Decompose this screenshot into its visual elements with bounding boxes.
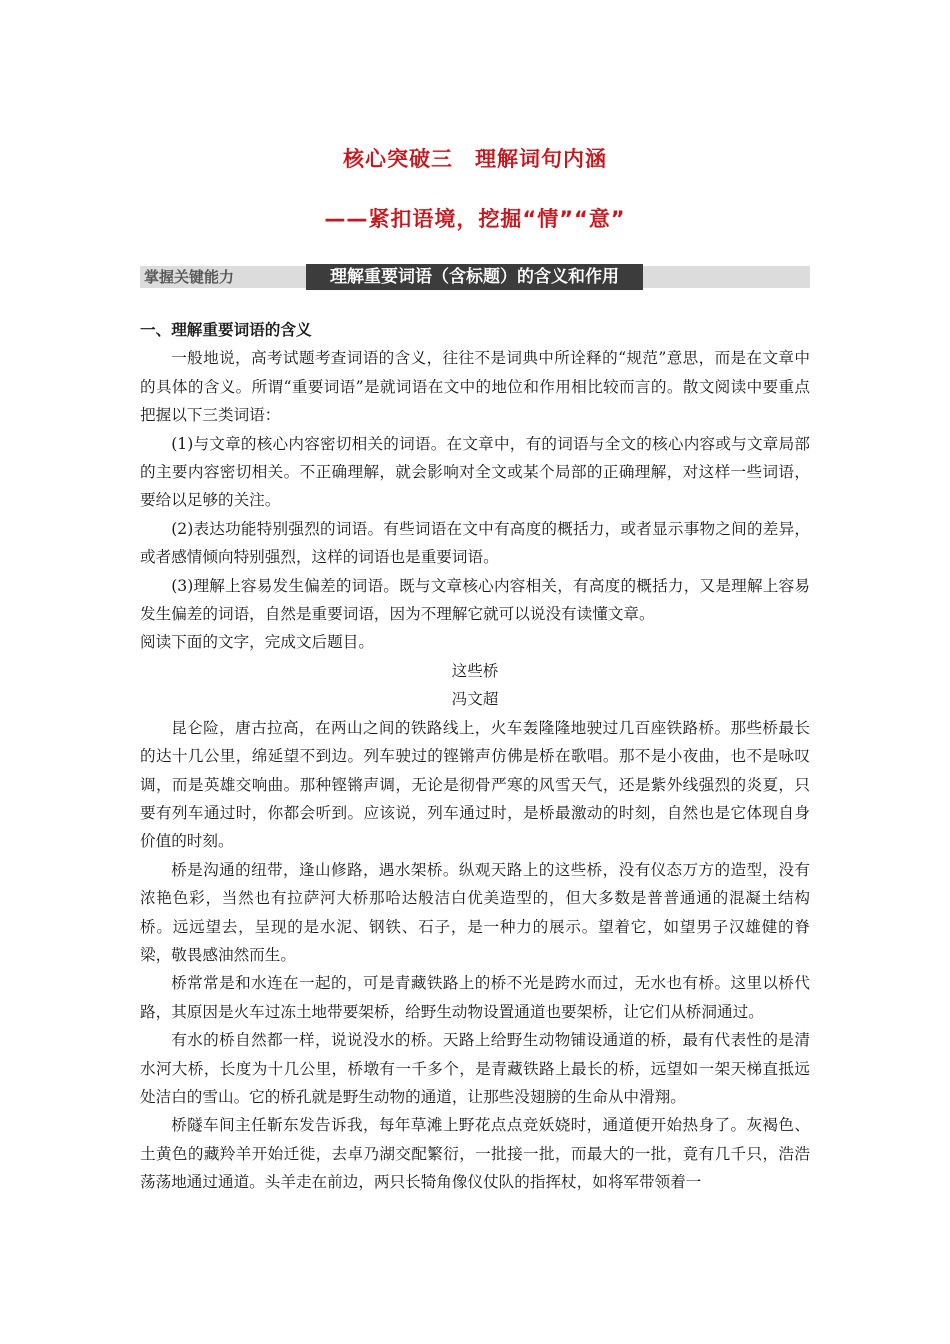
article-paragraph: 桥是沟通的纽带，逢山修路，遇水架桥。纵观天路上的这些桥，没有仪态万方的造型，没有浓艳色彩，当然也有拉萨河大桥那哈达般洁白优美造型的，但大多数是普普通通的混凝土结构桥。远远望去，呈现的是水泥、钢铁、石子，是一种力的展示。望着它，如望男子汉雄健的脊梁，敬畏感油然而生。 bbox=[140, 860, 810, 964]
article-paragraph: 桥隧车间主任靳东发告诉我，每年草滩上野花点点竞妖娆时，通道便开始热身了。灰褐色、土黄色的藏羚羊开始迁徙，去卓乃湖交配繁衍，一批接一批，而最大的一批，竟有几千只，浩浩荡荡地通过通道。头羊走在前边，两只长犄角像仪仗队的指挥杖，如将军带领着一 bbox=[140, 1116, 810, 1192]
article-paragraph: 桥常常是和水连在一起的，可是青藏铁路上的桥不光是跨水而过，无水也有桥。这里以桥代路，其原因是火车过冻土地带要架桥，给野生动物设置通道也要架桥，让它们从桥洞通过。 bbox=[140, 974, 810, 1021]
article-paragraph: 昆仑险，唐古拉高，在两山之间的铁路线上，火车轰隆隆地驶过几百座铁路桥。那些桥最长的达十几公里，绵延望不到边。列车驶过的铿锵声仿佛是桥在歌唱。那不是小夜曲，也不是咏叹调，而是英雄交响曲。那种铿锵声调，无论是彻骨严寒的风雪天气，还是紫外线强烈的炎夏，只要有列车通过时，你都会听到。应该说，列车通过时，是桥最激动的时刻，自然也是它体现自身价值的时刻。 bbox=[140, 718, 810, 851]
point-paragraph-2: (2)表达功能特别强烈的词语。有些词语在文中有高度的概括力，或者显示事物之间的差异，或者感情倾向特别强烈，这样的词语也是重要词语。 bbox=[140, 519, 810, 567]
document-body bbox=[140, 316, 810, 1197]
section-banner bbox=[140, 266, 810, 288]
intro-paragraph: 一般地说，高考试题考查词语的含义，往往不是词典中所诠释的“规范”意思，而是在文章中的具体的含义。所谓“重要词语”是就词语在文中的地位和作用相比较而言的。散文阅读中要重点把握以下三类词语： bbox=[140, 349, 810, 425]
page-title: 核心突破三 理解词句内涵 bbox=[343, 147, 607, 171]
page-subtitle: ——紧扣语境，挖掘“情”“意” bbox=[324, 207, 626, 231]
point-paragraph-1: (1)与文章的核心内容密切相关的词语。在文章中，有的词语与全文的核心内容或与文章局部的主要内容密切相关。不正确理解，就会影响对全文或某个局部的正确理解，对这样一些词语，要给以足够的关注。 bbox=[140, 434, 810, 510]
article-title: 这些桥 bbox=[451, 661, 499, 680]
point-paragraph-3: (3)理解上容易发生偏差的词语。既与文章核心内容相关，有高度的概括力，又是理解上容易发生偏差的词语，自然是重要词语，因为不理解它就可以说没有读懂文章。 bbox=[140, 576, 810, 624]
banner-label: 掌握关键能力 bbox=[144, 268, 235, 286]
article-author: 冯文超 bbox=[451, 690, 499, 709]
section-heading: 一、理解重要词语的含义 bbox=[140, 321, 312, 339]
banner-tab-title: 理解重要词语（含标题）的含义和作用 bbox=[306, 264, 643, 290]
article-paragraph: 有水的桥自然都一样，说说没水的桥。天路上给野生动物铺设通道的桥，最有代表性的是清水河大桥，长度为十几公里，桥墩有一千多个，是青藏铁路上最长的桥，远望如一架天梯直抵远处洁白的雪山。它的桥孔就是野生动物的通道，让那些没翅膀的生命从中滑翔。 bbox=[140, 1031, 810, 1106]
reading-instruction: 阅读下面的文字，完成文后题目。 bbox=[140, 633, 374, 652]
